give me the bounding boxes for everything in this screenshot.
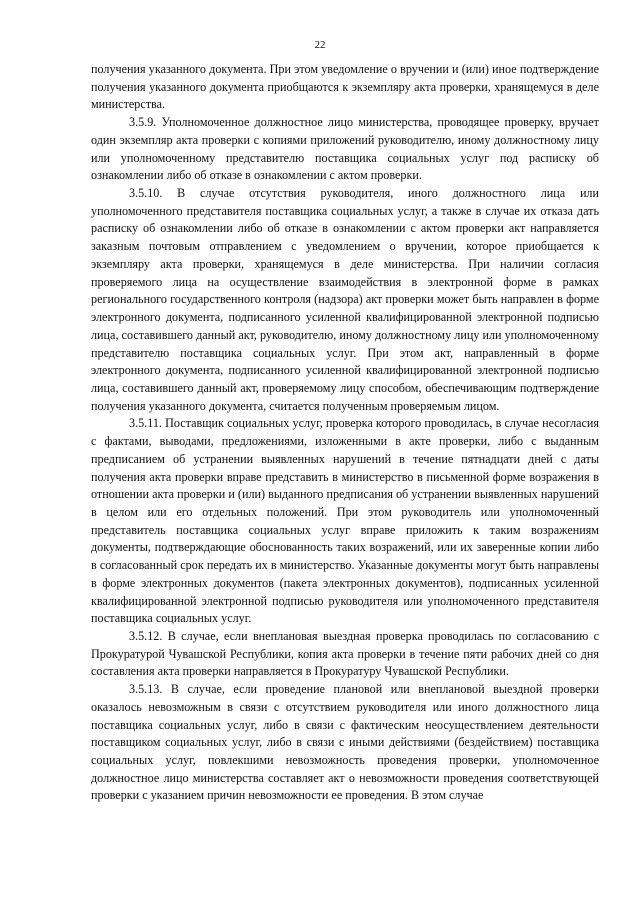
paragraph-3-5-13: 3.5.13. В случае, если проведение плановой или внеплановой выездной проверки оказалось невозможным в связи с отсутствием руководителя или иного должностного лица поставщика социальных услуг, либо в связи с фактическим неосуществлением деятельности поставщиком социальных услуг, либо в связи с иными действиями (бездействием) поставщика социальных услуг, повлекшими невозможность проведения проверки, уполномоченное должностное лицо министерства составляет акт о невозможности проведения соответствующей проверки с указанием причин невозможности ее проведения. В этом случае bbox=[91, 682, 599, 803]
paragraph-continuation: получения указанного документа. При этом уведомление о вручении и (или) иное подтверждение получения указанного документа приобщаются к экземпляру акта проверки, хранящемуся в деле министерства. bbox=[91, 62, 599, 112]
paragraph-3-5-11: 3.5.11. Поставщик социальных услуг, проверка которого проводилась, в случае несогласия с фактами, выводами, предложениями, изложенными в акте проверки, либо с выданным предписанием об устранении выявленных нарушений в течение пятнадцати дней с даты получения акта проверки вправе представить в министерство в письменной форме возражения в отношении акта проверки и (или) выданного предписания об устранении выявленных нарушений в целом или его отдельных положений. При этом руководитель или уполномоченный представитель поставщика социальных услуг вправе приложить к таким возражениям документы, подтверждающие обоснованность таких возражений, или их заверенные копии либо в согласованный срок передать их в министерство. Указанные документы могут быть направлены в форме электронных документов (пакета электронных документов), подписанных усиленной квалифицированной электронной подписью руководителя или уполномоченного представителя поставщика социальных услуг. bbox=[91, 416, 599, 626]
paragraph-3-5-10: 3.5.10. В случае отсутствия руководителя, иного должностного лица или уполномоченного представителя поставщика социальных услуг, а также в случае их отказа дать расписку об ознакомлении либо об отказе в ознакомлении с актом проверки акт направляется заказным почтовым отправлением с уведомлением о вручении, которое приобщается к экземпляру акта проверки, хранящемуся в деле министерства. При наличии согласия проверяемого лица на осуществление взаимодействия в электронной форме в рамках регионального государственного контроля (надзора) акт проверки может быть направлен в форме электронного документа, подписанного усиленной квалифицированной электронной подписью лица, составившего данный акт, руководителю, иному должностному лицу или уполномоченному представителю поставщика социальных услуг. При этом акт, направленный в форме электронного документа, подписанного усиленной квалифицированной электронной подписью лица, составившего данный акт, проверяемому лицу способом, обеспечивающим подтверждение получения указанного документа, считается полученным проверяемым лицом. bbox=[91, 186, 599, 413]
paragraph-3-5-12: 3.5.12. В случае, если внеплановая выездная проверка проводилась по согласованию с Прокуратурой Чувашской Республики, копия акта проверки в течение пяти рабочих дней со дня составления акта проверки направляется в Прокуратуру Чувашской Республики. bbox=[91, 629, 599, 679]
paragraph-3-5-9: 3.5.9. Уполномоченное должностное лицо министерства, проводящее проверку, вручает один экземпляр акта проверки с копиями приложений руководителю, иному должностному лицу или уполномоченному представителю поставщика социальных услуг под расписку об ознакомлении либо об отказе в ознакомлении с актом проверки. bbox=[91, 115, 599, 183]
document-body bbox=[91, 61, 599, 805]
page-number: 22 bbox=[314, 39, 326, 51]
